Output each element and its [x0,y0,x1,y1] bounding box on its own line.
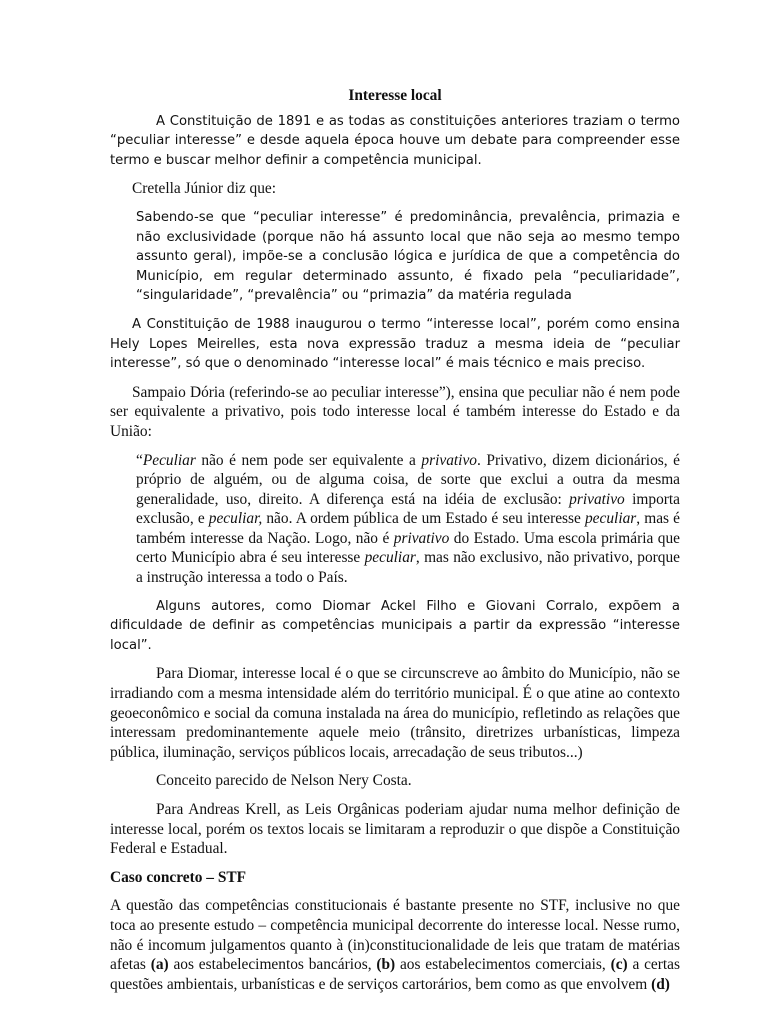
q2-s10: peculiar [584,510,637,528]
section-title: Interesse local [348,87,442,104]
p9-s3: aos estabelecimentos comerciais, [395,956,611,974]
paragraph-8: Para Andreas Krell, as Leis Orgânicas poderiam ajudar numa melhor definição de interesse local, porém os textos locais se limitaram a reproduzir o que dispõe a Constituição Federal e Estadual. [110,801,680,858]
paragraph-3: A Constituição de 1988 inaugurou o termo “interesse local”, porém como ensina Hely Lopes Meirelles, esta nova expressão traduz a mesma ideia de “peculiar interesse”, só que o denominado “interesse local” é mais técnico e mais preciso. [110,316,680,372]
paragraph-6: Para Diomar, interesse local é o que se circunscreve ao âmbito do Município, não se irradiando com a mesma intensidade além do território municipal. É o que atine ao contexto geoeconômico e social da comuna instalada na área do município, refletindo as relações que interessam predominantemente aquele meio (trânsito, diretrizes urbanísticas, limpeza pública, iluminação, serviços públicos locais, arrecadação de seus tributos...) [110,665,680,761]
paragraph-2: Cretella Júnior diz que: [132,180,277,198]
q2-s1: “ [136,451,143,469]
paragraph-4: Sampaio Dória (referindo-se ao peculiar interesse”), ensina que peculiar não é nem pode ser equivalente a privativo, pois todo interesse local é também interesse do Estado e da União: [110,383,680,440]
q2-s14: peculiar [364,549,416,567]
quote-cretella: Sabendo-se que “peculiar interesse” é predominância, prevalência, primazia e não exclusividade (porque não há assunto local que não seja ao mesmo tempo assunto geral), impõe-se a conclusão lógica e jurídica de que a competência do Município, em regular determinado assunto, é fixado pela “peculiaridade”, “singularidade”, “prevalência” ou “primazia” da matéria regulada [136,209,680,304]
p9-b2: (b) [376,956,396,974]
q2-s12: privativo [393,529,450,547]
paragraph-1: A Constituição de 1891 e as todas as constituições anteriores traziam o termo “peculiar interesse” e desde aquela época houve um debate para compreender esse termo e buscar melhor definir a competência municipal. [110,113,680,168]
p9-s2: aos estabelecimentos bancários, [168,956,377,974]
p9-s4: a certas questões ambientais, urbanísticas e de serviços cartorários, bem como as que envolvem [110,956,680,993]
q2-s5: . Privativo, dizem dicionários, é próprio de alguém, ou de alguma coisa, de sorte que exclui a outra da mesma generalidade, uso, direito. A diferença está na idéia de exclusão: [136,451,680,508]
p9-b3: (c) [610,956,628,974]
q2-s8: peculiar, [208,510,263,528]
paragraph-9 [110,896,680,994]
q2-s13: do Estado. Uma escola primária que certo Município abra é seu interesse [136,529,681,567]
q2-s3: não é nem pode ser equivalente a [195,451,422,469]
paragraph-5: Alguns autores, como Diomar Ackel Filho e Giovani Corralo, expõem a dificuldade de definir as competências municipais a partir da expressão “interesse local”. [110,598,680,653]
p9-b4: (d) [651,975,670,993]
q2-s11: , mas é também interesse da Nação. Logo, não é [136,510,681,547]
quote-sampaio-doria [136,451,680,588]
q2-s2: Peculiar [142,451,196,469]
q2-s6: privativo [569,490,625,508]
p9-s1: A questão das competências constitucionais é bastante presente no STF, inclusive no que toca ao presente estudo – competência municipal decorrente do interesse local. Nesse rumo, não é incomum julgamentos quanto à (in)constitucionalidade de leis que tratam de matérias afetas [110,897,680,974]
paragraph-7: Conceito parecido de Nelson Nery Costa. [156,772,412,790]
q2-s15: , mas não exclusivo, não privativo, porque a instrução interessa a todo o País. [136,549,680,587]
q2-s7: importa exclusão, e [136,490,680,528]
q2-s4: privativo [421,451,477,469]
subheading-caso-concreto: Caso concreto – STF [110,868,247,886]
p9-b1: (a) [150,956,169,974]
q2-s9: não. A ordem pública de um Estado é seu interesse [262,510,585,528]
